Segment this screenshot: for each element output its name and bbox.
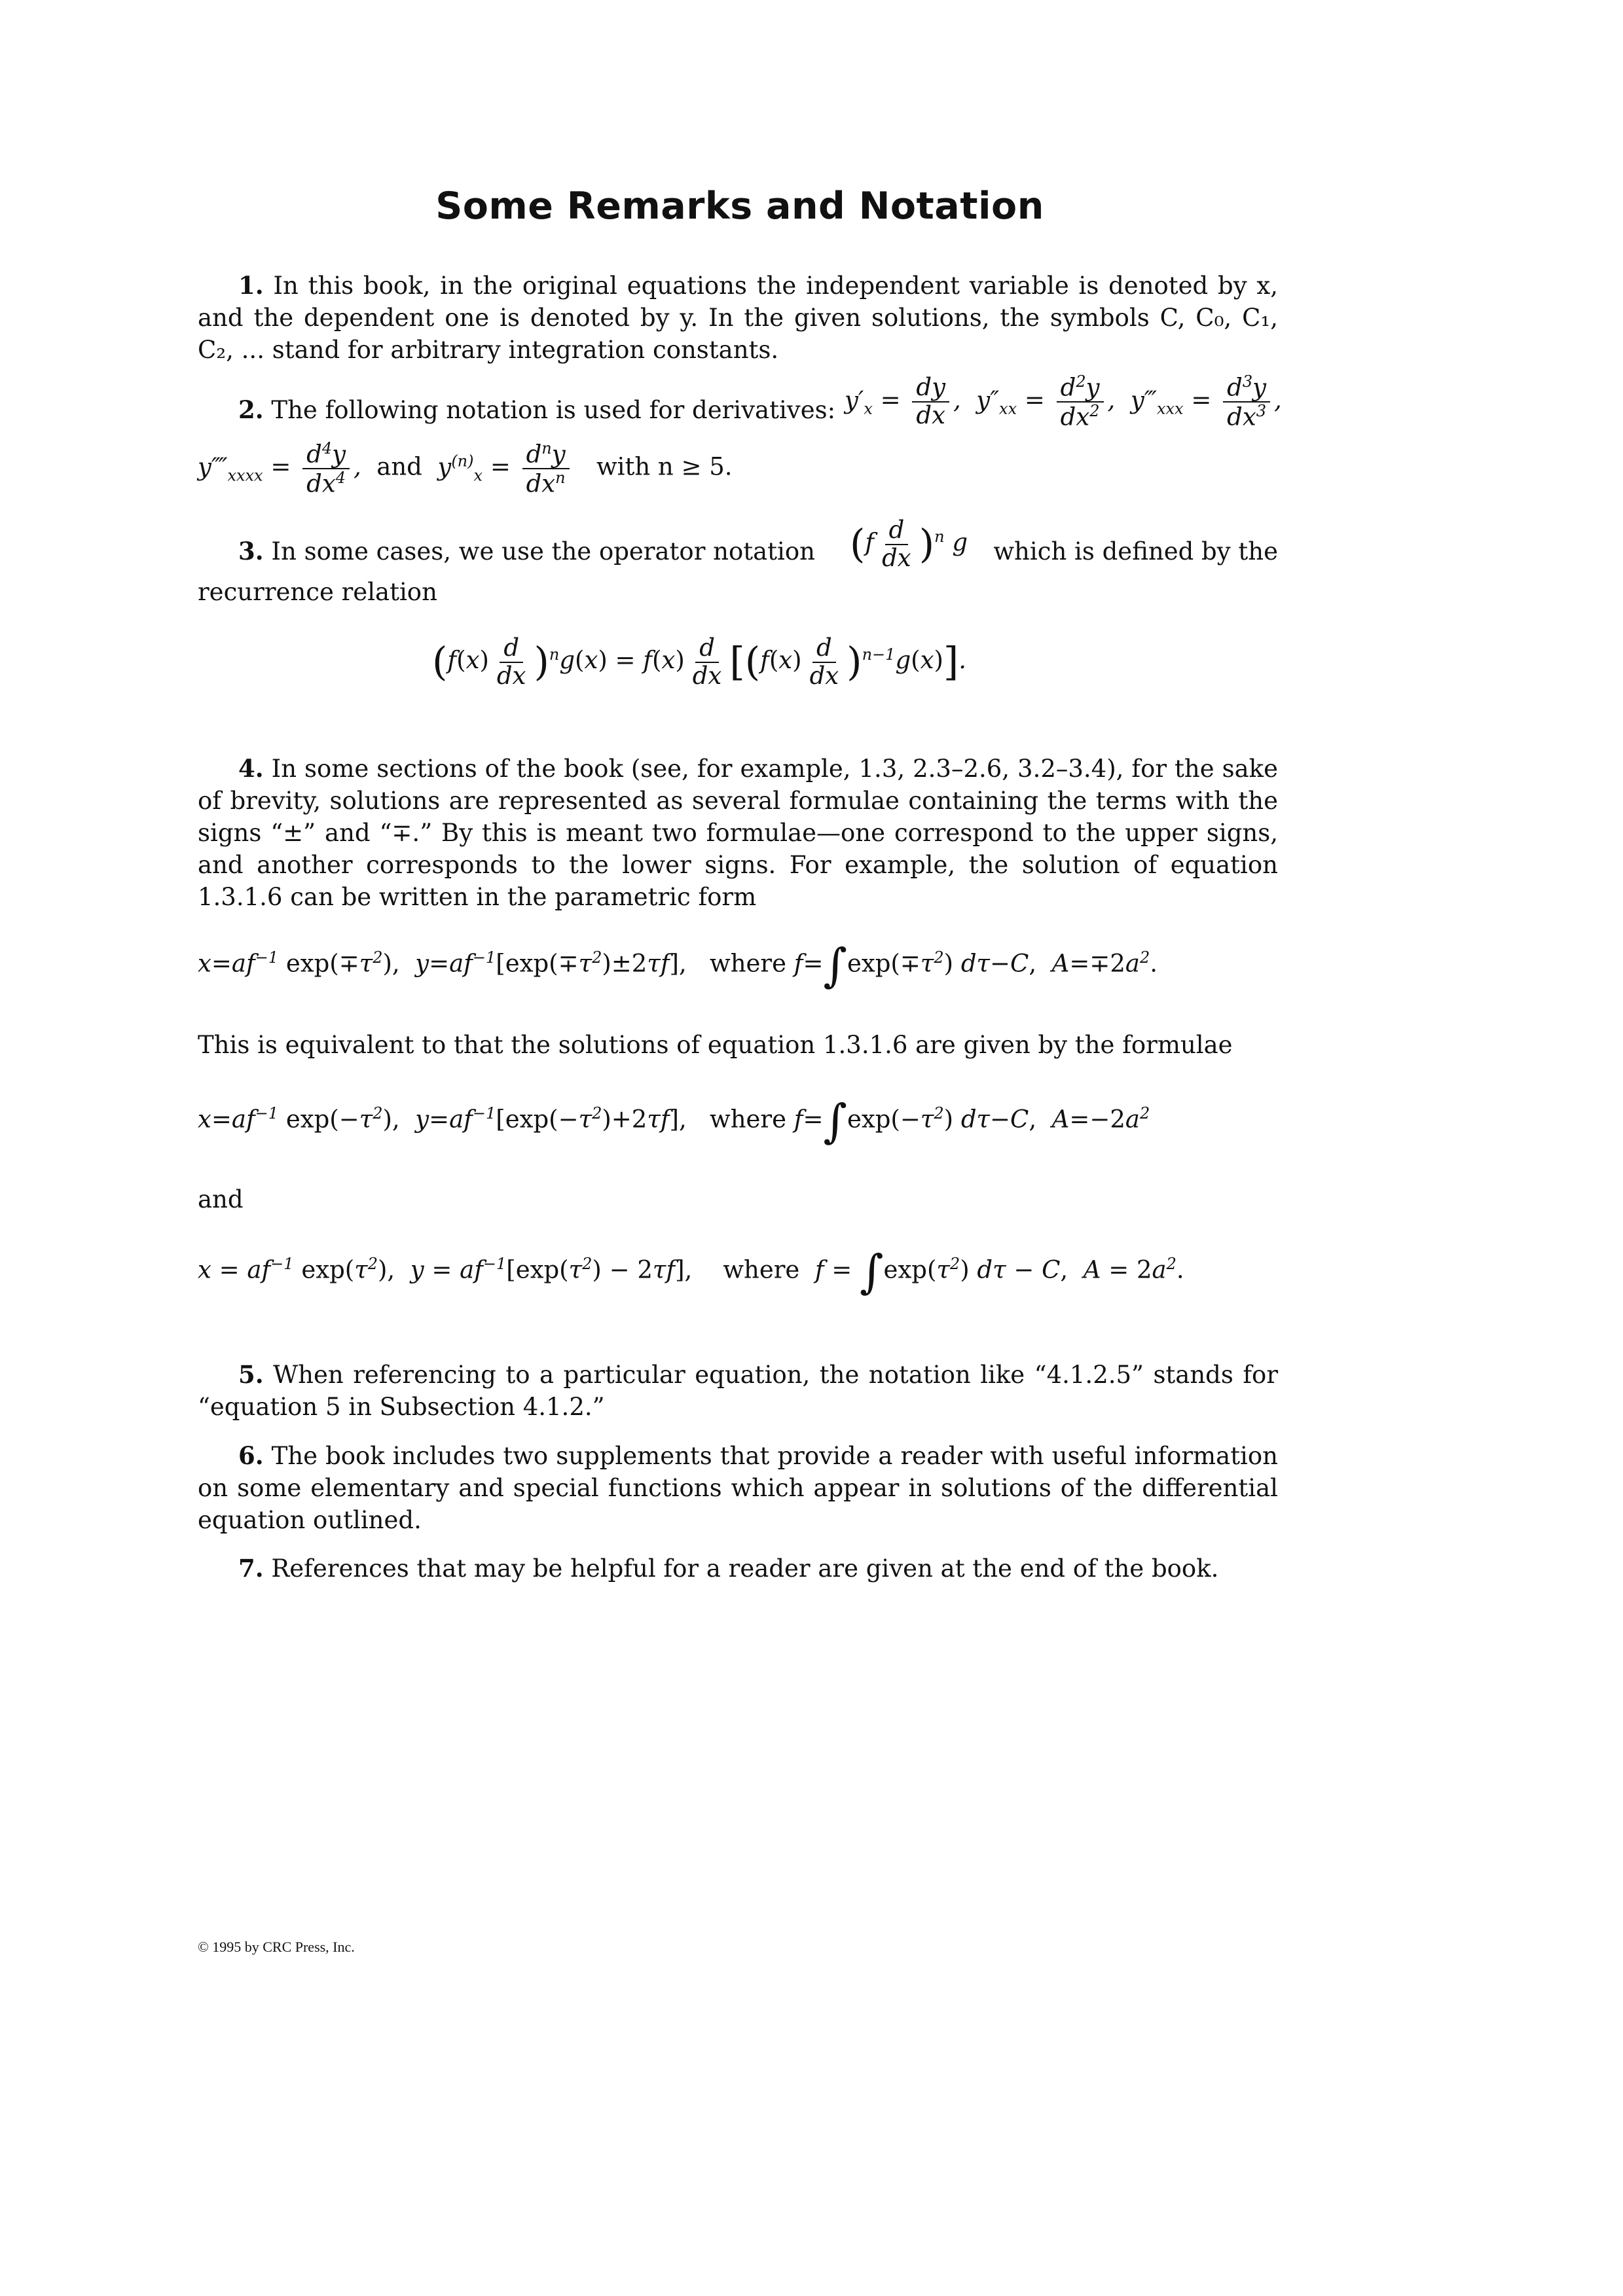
where-label-3: where	[723, 1255, 800, 1284]
remark-7	[198, 1552, 1278, 1585]
where-label-1: where	[710, 949, 787, 978]
remark-6-number: 6.	[238, 1441, 264, 1470]
remark-2-text: The following notation is used for derivatives:	[271, 396, 836, 424]
recurrence-relation: (f(x) $\frac{d}{dx}$ )$^n$g(x) = f(x) $\frac{d}{dx}$ [(f(x) $\frac{d}{dx}$ )$^{n-1}$g(x)].	[432, 634, 967, 690]
operator-notation: (f $\frac{d}{dx}$ )$^n$ g	[850, 516, 968, 572]
remark-7-text: References that may be helpful for a reader are given at the end of the book.	[271, 1554, 1219, 1583]
remark-1-text: In this book, in the original equations the independent variable is denoted by x, and the dependent one is denoted by y. In the given solutions, the symbols C, C₀, C₁, C₂, ... stand for arbitrary integration constants.	[198, 272, 1278, 364]
remark-3-text-b-a: which is defined by the	[993, 537, 1278, 565]
and-label: and	[376, 452, 422, 481]
remark-3-number: 3.	[238, 537, 264, 565]
remark-5-number: 5.	[238, 1360, 264, 1389]
where-label-2: where	[710, 1105, 787, 1134]
remark-6	[198, 1440, 1278, 1536]
parametric-solution-pm: $x=af^{-1}$ $\exp(\mp\tau^2)$, $y=af^{-1}[\exp(\mp\tau^2)\pm 2\tau f]$, where $f=\int\exp(\mp\tau^2)$ dτ−C, $A=\mp 2a^2$.	[198, 939, 1158, 992]
remark-3	[198, 535, 951, 567]
remark-2-number: 2.	[238, 395, 264, 424]
remark-3-text-a: In some cases, we use the operator notation	[271, 537, 815, 565]
remark-6-text: The book includes two supplements that provide a reader with useful information on some elementary and special functions which appear in solutions of the differential equation outlined.	[198, 1442, 1278, 1534]
remark-3-text-b: recurrence relation	[198, 578, 437, 606]
remark-4	[198, 753, 1278, 913]
equivalence-statement: This is equivalent to that the solutions of equation 1.3.1.6 are given by the formulae	[198, 1031, 1233, 1059]
remark-7-number: 7.	[238, 1554, 264, 1583]
remark-4-text: In some sections of the book (see, for example, 1.3, 2.3–2.6, 3.2–3.4), for the sake of brevity, solutions are represented as several formulae containing the terms with the signs “±” and “∓.” By this is meant two formulae—one correspond to the upper signs, and another corresponds to the lower signs. For example, the solution of equation 1.3.1.6 can be written in the parametric form	[198, 755, 1278, 911]
with-condition: with n ≥ 5.	[596, 452, 733, 481]
remark-5	[198, 1359, 1278, 1423]
and-connector: and	[198, 1185, 244, 1213]
remark-4-number: 4.	[238, 754, 264, 783]
remark-1	[198, 270, 1278, 366]
remark-5-text: When referencing to a particular equation, the notation like “4.1.2.5” stands for “equation 5 in Subsection 4.1.2.”	[198, 1361, 1278, 1421]
parametric-solution-lower: $x = af^{-1}$ $\exp(\tau^2)$, $y = af^{-1}[\exp(\tau^2) - 2\tau f]$, where $f = \int\exp(\tau^2) d\tau - C$, $A = 2a^2$.	[198, 1245, 1184, 1299]
remark-1-number: 1.	[238, 271, 264, 300]
parametric-solution-upper: $x=af^{-1}$ $\exp(-\tau^2)$, $y=af^{-1}[\exp(-\tau^2)+2\tau f]$, where $f=\int\exp(-\tau^2)$ dτ−C, $A=-2a^2$	[198, 1094, 1150, 1148]
page-title: Some Remarks and Notation	[435, 185, 1044, 228]
derivative-notation-line-1: $y'_x$ = $\frac{dy}{dx}$ , $y''_{xx}$ = $\frac{d^2y}{dx^2}$ , $y‴_{xxx}$ = $\frac{d^3y}{dx^3}$ ,	[845, 372, 1282, 431]
derivative-notation-line-2: $y⁗_{xxxx}$ = $\frac{d^4y}{dx^4}$ , and $y^{(n)}_x$ = $\frac{d^ny}{dx^n}$ with n ≥ 5.	[198, 439, 733, 498]
copyright-footer: © 1995 by CRC Press, Inc.	[198, 1939, 355, 1955]
